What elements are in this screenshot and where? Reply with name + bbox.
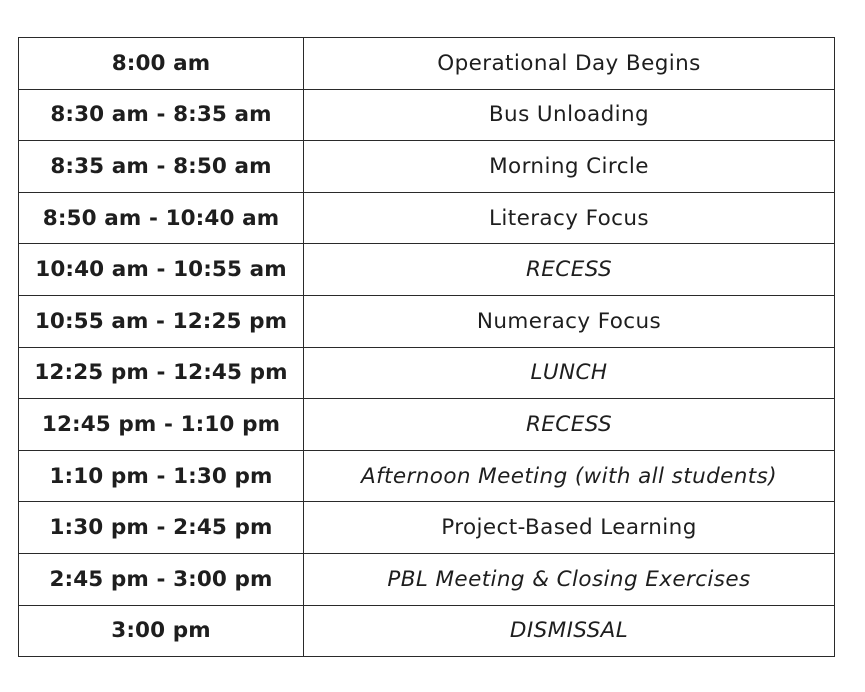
activity-cell: Project-Based Learning xyxy=(304,502,835,554)
activity-cell: Literacy Focus xyxy=(304,192,835,244)
time-cell: 12:45 pm - 1:10 pm xyxy=(19,399,304,451)
activity-cell: PBL Meeting & Closing Exercises xyxy=(304,553,835,605)
table-row xyxy=(19,502,835,554)
table-row xyxy=(19,89,835,141)
activity-cell: RECESS xyxy=(304,244,835,296)
schedule-body xyxy=(19,38,835,657)
schedule-table xyxy=(18,37,835,657)
table-row xyxy=(19,192,835,244)
activity-cell: Numeracy Focus xyxy=(304,295,835,347)
time-cell: 8:00 am xyxy=(19,38,304,90)
time-cell: 10:40 am - 10:55 am xyxy=(19,244,304,296)
time-cell: 8:30 am - 8:35 am xyxy=(19,89,304,141)
table-row xyxy=(19,553,835,605)
table-row xyxy=(19,399,835,451)
time-cell: 2:45 pm - 3:00 pm xyxy=(19,553,304,605)
table-row xyxy=(19,244,835,296)
table-row xyxy=(19,605,835,657)
time-cell: 8:35 am - 8:50 am xyxy=(19,141,304,193)
time-cell: 3:00 pm xyxy=(19,605,304,657)
time-cell: 10:55 am - 12:25 pm xyxy=(19,295,304,347)
activity-cell: Afternoon Meeting (with all students) xyxy=(304,450,835,502)
time-cell: 1:30 pm - 2:45 pm xyxy=(19,502,304,554)
time-cell: 12:25 pm - 12:45 pm xyxy=(19,347,304,399)
table-row xyxy=(19,38,835,90)
table-row xyxy=(19,141,835,193)
activity-cell: LUNCH xyxy=(304,347,835,399)
table-row xyxy=(19,295,835,347)
activity-cell: Morning Circle xyxy=(304,141,835,193)
table-row xyxy=(19,347,835,399)
activity-cell: DISMISSAL xyxy=(304,605,835,657)
time-cell: 1:10 pm - 1:30 pm xyxy=(19,450,304,502)
activity-cell: Bus Unloading xyxy=(304,89,835,141)
activity-cell: Operational Day Begins xyxy=(304,38,835,90)
activity-cell: RECESS xyxy=(304,399,835,451)
table-row xyxy=(19,450,835,502)
time-cell: 8:50 am - 10:40 am xyxy=(19,192,304,244)
